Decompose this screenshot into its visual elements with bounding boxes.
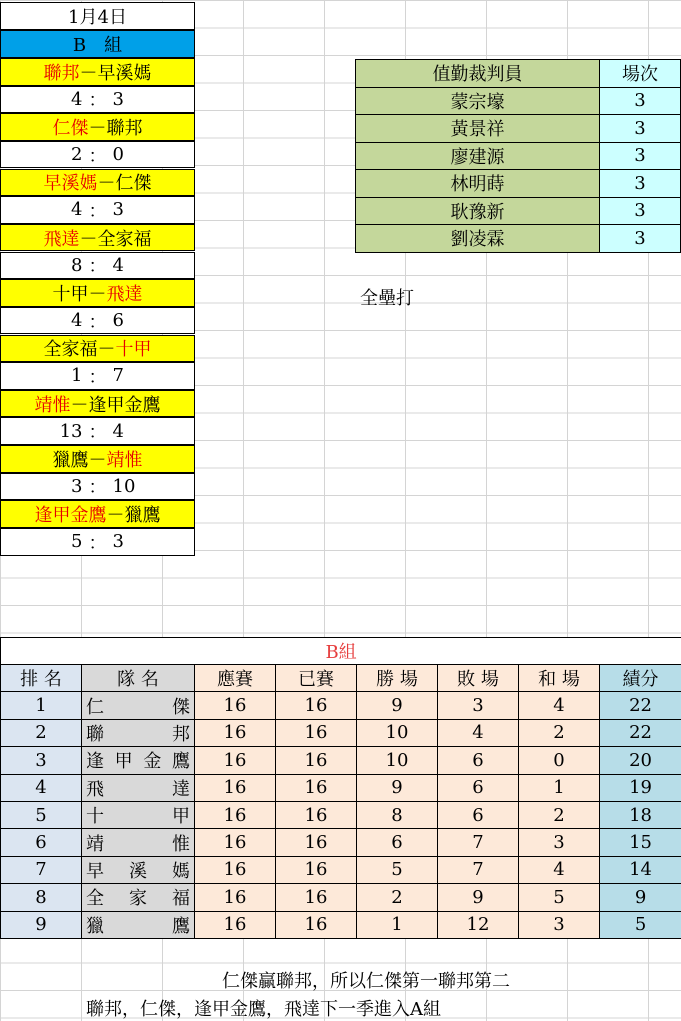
standings-row bbox=[1, 747, 681, 774]
home-team: 仁傑 bbox=[53, 114, 89, 140]
away-score: 7 bbox=[113, 365, 153, 386]
due-cell[interactable]: 16 bbox=[195, 911, 276, 938]
draw-cell[interactable]: 5 bbox=[519, 884, 600, 911]
home-score: 8 bbox=[43, 255, 83, 276]
draw-cell[interactable]: 1 bbox=[519, 774, 600, 801]
home-team: 靖惟 bbox=[35, 391, 71, 417]
home-score: 4 bbox=[43, 89, 83, 110]
rank-cell[interactable]: 6 bbox=[1, 829, 82, 856]
match-score[interactable] bbox=[0, 528, 195, 556]
away-team: 飛達 bbox=[107, 280, 143, 306]
score-colon: ： bbox=[83, 142, 113, 168]
rank-cell[interactable]: 2 bbox=[1, 719, 82, 746]
match-score[interactable] bbox=[0, 307, 195, 335]
team-name bbox=[86, 912, 190, 938]
team-name bbox=[86, 693, 190, 719]
match-teams[interactable] bbox=[0, 58, 195, 86]
away-score: 4 bbox=[113, 421, 153, 442]
referee-count[interactable]: 3 bbox=[600, 87, 681, 115]
team-name bbox=[86, 775, 190, 801]
team-name bbox=[86, 720, 190, 746]
team-name bbox=[86, 857, 190, 883]
due-cell[interactable]: 16 bbox=[195, 719, 276, 746]
vs-dash: － bbox=[98, 335, 116, 361]
header-loss[interactable]: 敗 場 bbox=[438, 665, 519, 692]
draw-cell[interactable]: 2 bbox=[519, 801, 600, 828]
vs-dash: － bbox=[89, 280, 107, 306]
match-teams[interactable] bbox=[0, 169, 195, 197]
referee-row bbox=[356, 87, 681, 115]
played-cell[interactable]: 16 bbox=[276, 856, 357, 883]
team-cell[interactable] bbox=[82, 719, 195, 746]
score-colon: ： bbox=[83, 529, 113, 555]
team-name-char: 福 bbox=[172, 884, 190, 910]
team-name bbox=[86, 830, 190, 856]
away-team: 逢甲金鷹 bbox=[89, 391, 161, 417]
match-teams[interactable] bbox=[0, 445, 195, 473]
vs-dash: － bbox=[80, 225, 98, 251]
referee-name-header[interactable]: 值勤裁判員 bbox=[356, 60, 600, 88]
home-score: 13 bbox=[43, 421, 83, 442]
team-cell[interactable] bbox=[82, 774, 195, 801]
away-team: 獵鷹 bbox=[125, 501, 161, 527]
rank-cell[interactable]: 9 bbox=[1, 911, 82, 938]
standings-row bbox=[1, 829, 681, 856]
referee-count[interactable]: 3 bbox=[600, 142, 681, 170]
referee-name[interactable]: 林明蒔 bbox=[356, 170, 600, 198]
due-cell[interactable]: 16 bbox=[195, 747, 276, 774]
loss-cell[interactable]: 7 bbox=[438, 829, 519, 856]
points-cell[interactable]: 15 bbox=[600, 829, 681, 856]
score-colon: ： bbox=[83, 308, 113, 334]
header-points[interactable]: 績分 bbox=[600, 665, 681, 692]
win-cell[interactable]: 10 bbox=[357, 719, 438, 746]
team-name-char: 十 bbox=[86, 802, 104, 828]
team-name-char: 早 bbox=[86, 857, 104, 883]
team-name-char: 仁 bbox=[86, 693, 104, 719]
standings-row bbox=[1, 774, 681, 801]
group-cell[interactable]: B 組 bbox=[0, 30, 195, 58]
match-score[interactable] bbox=[0, 252, 195, 280]
team-name-char: 媽 bbox=[172, 857, 190, 883]
vs-dash: － bbox=[89, 114, 107, 140]
team-name-char: 甲 bbox=[115, 747, 133, 773]
team-name bbox=[86, 802, 190, 828]
team-name-char: 溪 bbox=[129, 857, 147, 883]
standings-row bbox=[1, 801, 681, 828]
points-cell[interactable]: 18 bbox=[600, 801, 681, 828]
rank-cell[interactable]: 4 bbox=[1, 774, 82, 801]
home-team: 獵鷹 bbox=[53, 446, 89, 472]
team-name-char: 達 bbox=[172, 775, 190, 801]
team-name-char: 飛 bbox=[86, 775, 104, 801]
standings-row bbox=[1, 719, 681, 746]
points-cell[interactable]: 20 bbox=[600, 747, 681, 774]
points-cell[interactable]: 22 bbox=[600, 719, 681, 746]
standings-table bbox=[0, 637, 681, 939]
team-cell[interactable] bbox=[82, 801, 195, 828]
standings-row bbox=[1, 911, 681, 938]
referee-count-header[interactable]: 場次 bbox=[600, 60, 681, 88]
score-colon: ： bbox=[83, 86, 113, 112]
vs-dash: － bbox=[71, 391, 89, 417]
away-score: 10 bbox=[113, 476, 153, 497]
match-teams[interactable] bbox=[0, 224, 195, 252]
win-cell[interactable]: 9 bbox=[357, 774, 438, 801]
match-teams[interactable] bbox=[0, 390, 195, 418]
team-name-char: 全 bbox=[86, 884, 104, 910]
draw-cell[interactable]: 4 bbox=[519, 856, 600, 883]
due-cell[interactable]: 16 bbox=[195, 856, 276, 883]
points-cell[interactable]: 5 bbox=[600, 911, 681, 938]
team-name-char: 逢 bbox=[86, 747, 104, 773]
note-promotion[interactable]: 聯邦，仁傑，逢甲金鷹，飛達下一季進入A組 bbox=[86, 995, 441, 1021]
home-score: 3 bbox=[43, 476, 83, 497]
due-cell[interactable]: 16 bbox=[195, 801, 276, 828]
team-name-char: 靖 bbox=[86, 830, 104, 856]
home-score: 1 bbox=[43, 365, 83, 386]
loss-cell[interactable]: 6 bbox=[438, 747, 519, 774]
home-score: 4 bbox=[43, 199, 83, 220]
score-colon: ： bbox=[83, 473, 113, 499]
team-cell[interactable] bbox=[82, 911, 195, 938]
win-cell[interactable]: 2 bbox=[357, 884, 438, 911]
loss-cell[interactable]: 4 bbox=[438, 719, 519, 746]
loss-cell[interactable]: 7 bbox=[438, 856, 519, 883]
points-cell[interactable]: 19 bbox=[600, 774, 681, 801]
away-score: 3 bbox=[113, 531, 153, 552]
team-name-char: 聯 bbox=[86, 720, 104, 746]
home-run-label[interactable]: 全壘打 bbox=[360, 284, 414, 310]
played-cell[interactable]: 16 bbox=[276, 911, 357, 938]
rank-cell[interactable]: 8 bbox=[1, 884, 82, 911]
away-team: 全家福 bbox=[98, 225, 152, 251]
win-cell[interactable]: 9 bbox=[357, 692, 438, 719]
team-name-char: 獵 bbox=[86, 912, 104, 938]
score-colon: ： bbox=[83, 418, 113, 444]
team-name-char: 金 bbox=[143, 747, 161, 773]
score-colon: ： bbox=[83, 363, 113, 389]
rank-cell[interactable]: 7 bbox=[1, 856, 82, 883]
match-teams[interactable] bbox=[0, 113, 195, 141]
score-colon: ： bbox=[83, 252, 113, 278]
rank-cell[interactable]: 1 bbox=[1, 692, 82, 719]
referee-count[interactable]: 3 bbox=[600, 115, 681, 143]
match-teams[interactable] bbox=[0, 500, 195, 528]
played-cell[interactable]: 16 bbox=[276, 747, 357, 774]
match-score[interactable] bbox=[0, 196, 195, 224]
match-score[interactable] bbox=[0, 417, 195, 445]
away-score: 3 bbox=[113, 89, 153, 110]
referee-row bbox=[356, 225, 681, 253]
match-score[interactable] bbox=[0, 141, 195, 169]
referee-name[interactable]: 廖建源 bbox=[356, 142, 600, 170]
team-cell[interactable] bbox=[82, 747, 195, 774]
referee-row bbox=[356, 142, 681, 170]
played-cell[interactable]: 16 bbox=[276, 774, 357, 801]
away-team: 早溪媽 bbox=[98, 59, 152, 85]
team-name-char: 家 bbox=[129, 884, 147, 910]
points-cell[interactable]: 14 bbox=[600, 856, 681, 883]
rank-cell[interactable]: 5 bbox=[1, 801, 82, 828]
played-cell[interactable]: 16 bbox=[276, 884, 357, 911]
points-cell[interactable]: 9 bbox=[600, 884, 681, 911]
away-score: 6 bbox=[113, 310, 153, 331]
team-name-char: 鷹 bbox=[172, 912, 190, 938]
loss-cell[interactable]: 9 bbox=[438, 884, 519, 911]
home-team: 全家福 bbox=[44, 335, 98, 361]
header-win[interactable]: 勝 場 bbox=[357, 665, 438, 692]
loss-cell[interactable]: 6 bbox=[438, 774, 519, 801]
header-due[interactable]: 應賽 bbox=[195, 665, 276, 692]
team-cell[interactable] bbox=[82, 692, 195, 719]
referee-row bbox=[356, 115, 681, 143]
referee-count[interactable]: 3 bbox=[600, 170, 681, 198]
team-cell[interactable] bbox=[82, 884, 195, 911]
loss-cell[interactable]: 12 bbox=[438, 911, 519, 938]
due-cell[interactable]: 16 bbox=[195, 774, 276, 801]
team-name-char: 惟 bbox=[172, 830, 190, 856]
home-team: 十甲 bbox=[53, 280, 89, 306]
away-score: 0 bbox=[113, 144, 153, 165]
draw-cell[interactable]: 4 bbox=[519, 692, 600, 719]
standings-row bbox=[1, 884, 681, 911]
home-score: 5 bbox=[43, 531, 83, 552]
referee-row bbox=[356, 170, 681, 198]
match-teams[interactable] bbox=[0, 279, 195, 307]
away-score: 4 bbox=[113, 255, 153, 276]
played-cell[interactable]: 16 bbox=[276, 719, 357, 746]
away-team: 靖惟 bbox=[107, 446, 143, 472]
referee-name[interactable]: 黃景祥 bbox=[356, 115, 600, 143]
draw-cell[interactable]: 3 bbox=[519, 911, 600, 938]
team-name-char: 邦 bbox=[172, 720, 190, 746]
home-team: 逢甲金鷹 bbox=[35, 501, 107, 527]
rank-cell[interactable]: 3 bbox=[1, 747, 82, 774]
referee-table bbox=[355, 59, 681, 253]
standings-title-row bbox=[1, 638, 681, 665]
away-team: 聯邦 bbox=[107, 114, 143, 140]
points-cell[interactable]: 22 bbox=[600, 692, 681, 719]
header-draw[interactable]: 和 場 bbox=[519, 665, 600, 692]
home-score: 4 bbox=[43, 310, 83, 331]
vs-dash: － bbox=[107, 501, 125, 527]
win-cell[interactable]: 10 bbox=[357, 747, 438, 774]
standings-row bbox=[1, 856, 681, 883]
team-name-char: 傑 bbox=[172, 693, 190, 719]
header-rank[interactable]: 排 名 bbox=[1, 665, 82, 692]
win-cell[interactable]: 8 bbox=[357, 801, 438, 828]
referee-header-row bbox=[356, 60, 681, 88]
vs-dash: － bbox=[89, 446, 107, 472]
team-cell[interactable] bbox=[82, 829, 195, 856]
match-score[interactable] bbox=[0, 473, 195, 501]
team-name bbox=[86, 747, 190, 773]
draw-cell[interactable]: 0 bbox=[519, 747, 600, 774]
header-played[interactable]: 已賽 bbox=[276, 665, 357, 692]
team-name-char: 鷹 bbox=[172, 747, 190, 773]
due-cell[interactable]: 16 bbox=[195, 692, 276, 719]
team-cell[interactable] bbox=[82, 856, 195, 883]
played-cell[interactable]: 16 bbox=[276, 829, 357, 856]
win-cell[interactable]: 6 bbox=[357, 829, 438, 856]
draw-cell[interactable]: 3 bbox=[519, 829, 600, 856]
team-name-char: 甲 bbox=[172, 802, 190, 828]
vs-dash: － bbox=[98, 169, 116, 195]
referee-name[interactable]: 耿豫新 bbox=[356, 197, 600, 225]
header-team[interactable]: 隊 名 bbox=[82, 665, 195, 692]
home-team: 聯邦 bbox=[44, 59, 80, 85]
score-colon: ： bbox=[83, 197, 113, 223]
match-score[interactable] bbox=[0, 362, 195, 390]
due-cell[interactable]: 16 bbox=[195, 829, 276, 856]
away-team: 十甲 bbox=[116, 335, 152, 361]
away-team: 仁傑 bbox=[116, 169, 152, 195]
vs-dash: － bbox=[80, 59, 98, 85]
match-score[interactable] bbox=[0, 86, 195, 114]
win-cell[interactable]: 1 bbox=[357, 911, 438, 938]
note-tiebreak[interactable]: 仁傑贏聯邦，所以仁傑第一聯邦第二 bbox=[222, 967, 510, 993]
played-cell[interactable]: 16 bbox=[276, 692, 357, 719]
due-cell[interactable]: 16 bbox=[195, 884, 276, 911]
team-name bbox=[86, 884, 190, 910]
referee-row bbox=[356, 197, 681, 225]
match-teams[interactable] bbox=[0, 335, 195, 363]
referee-name[interactable]: 劉凌霖 bbox=[356, 225, 600, 253]
draw-cell[interactable]: 2 bbox=[519, 719, 600, 746]
standings-header-row bbox=[1, 665, 681, 692]
home-team: 飛達 bbox=[44, 225, 80, 251]
played-cell[interactable]: 16 bbox=[276, 801, 357, 828]
loss-cell[interactable]: 6 bbox=[438, 801, 519, 828]
date-cell[interactable]: 1月4日 bbox=[0, 2, 195, 30]
referee-count[interactable]: 3 bbox=[600, 197, 681, 225]
standings-row bbox=[1, 692, 681, 719]
standings-title[interactable]: B組 bbox=[1, 638, 681, 665]
home-team: 早溪媽 bbox=[44, 169, 98, 195]
home-score: 2 bbox=[43, 144, 83, 165]
away-score: 3 bbox=[113, 199, 153, 220]
referee-count[interactable]: 3 bbox=[600, 225, 681, 253]
referee-name[interactable]: 蒙宗壕 bbox=[356, 87, 600, 115]
win-cell[interactable]: 5 bbox=[357, 856, 438, 883]
loss-cell[interactable]: 3 bbox=[438, 692, 519, 719]
